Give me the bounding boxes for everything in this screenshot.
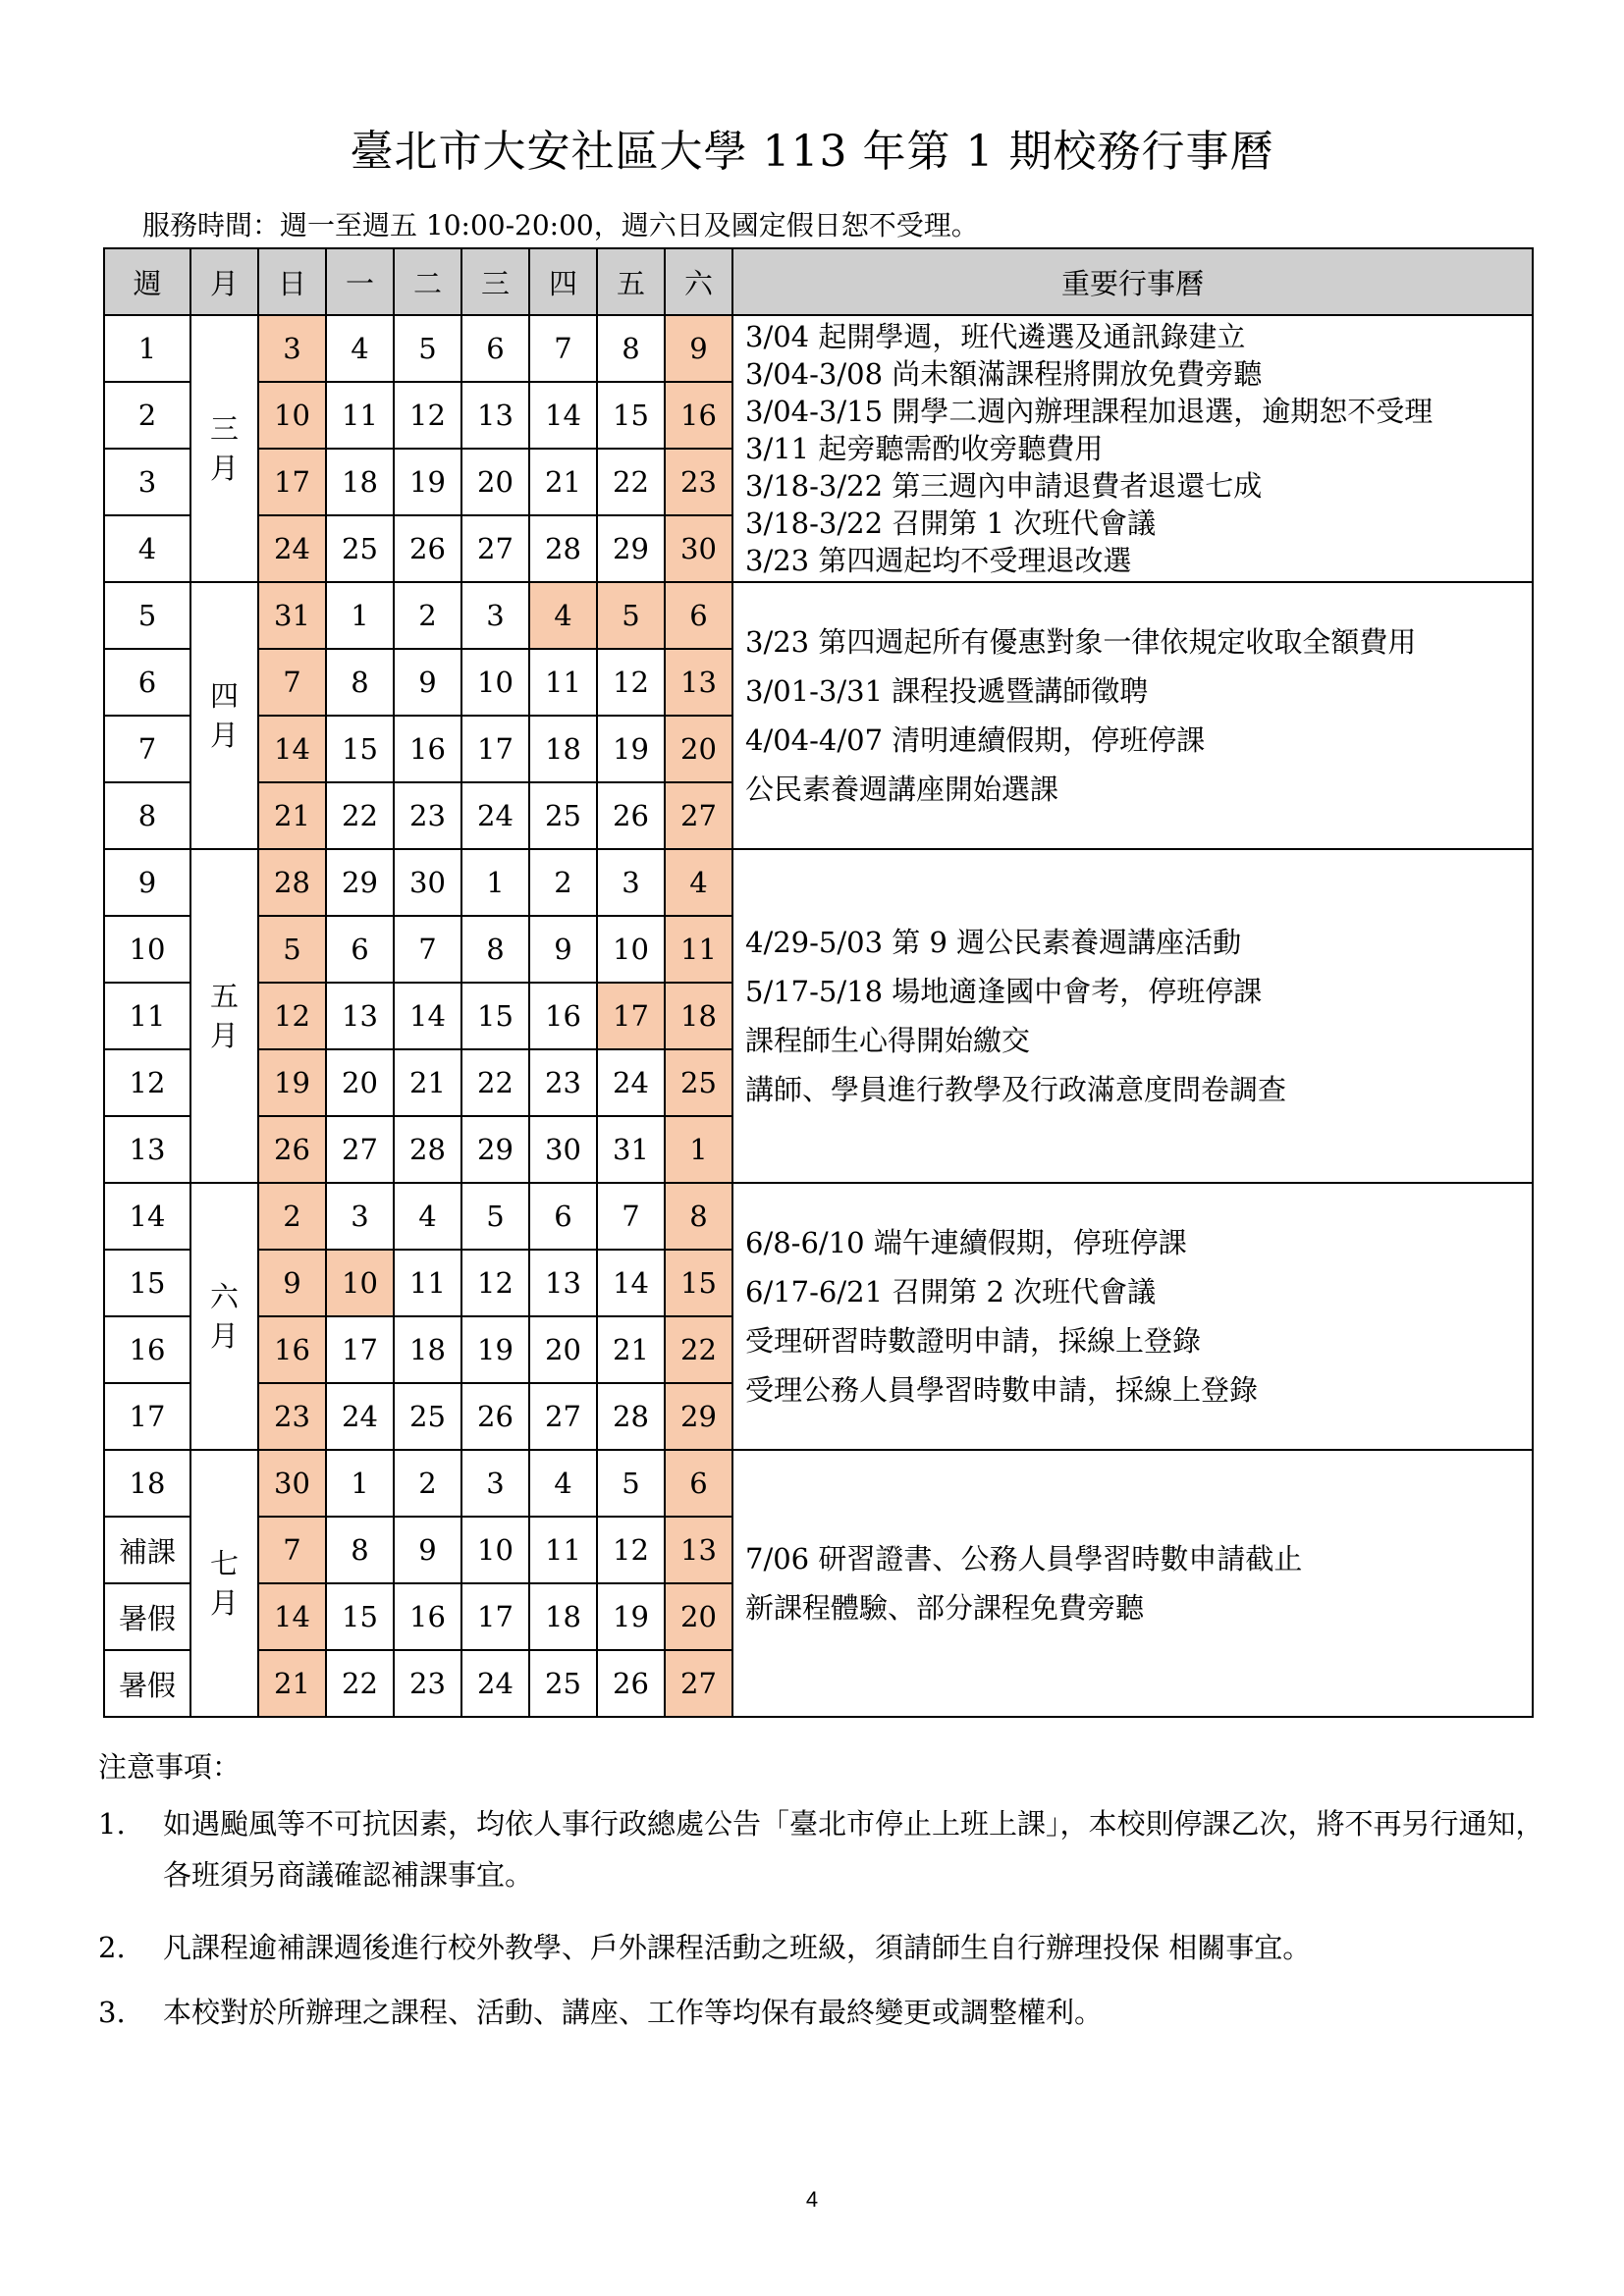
week-number: 16 xyxy=(104,1316,190,1383)
week-row xyxy=(104,1450,1533,1517)
day-cell: 23 xyxy=(529,1049,597,1116)
day-cell: 11 xyxy=(326,382,394,449)
week-number: 14 xyxy=(104,1183,190,1250)
day-cell: 31 xyxy=(258,582,326,649)
event-line: 3/04-3/08 尚未額滿課程將開放免費旁聽 xyxy=(745,357,1263,391)
page-title: 臺北市大安社區大學 113 年第 1 期校務行事曆 xyxy=(350,127,1274,177)
header-fri: 五 xyxy=(597,248,665,315)
day-cell: 11 xyxy=(665,916,732,983)
day-cell: 10 xyxy=(461,649,529,716)
day-cell: 1 xyxy=(326,1450,394,1517)
note-text: 凡課程逾補課週後進行校外教學、戶外課程活動之班級，須請師生自行辦理投保 相關事宜。 xyxy=(163,1931,1312,1964)
day-cell: 27 xyxy=(665,1650,732,1717)
day-cell: 8 xyxy=(326,649,394,716)
week-number: 11 xyxy=(104,983,190,1049)
week-number: 10 xyxy=(104,916,190,983)
day-cell: 16 xyxy=(394,1583,461,1650)
day-cell: 24 xyxy=(597,1049,665,1116)
event-line: 4/29-5/03 第 9 週公民素養週講座活動 xyxy=(745,926,1242,959)
event-line: 受理公務人員學習時數申請，採線上登錄 xyxy=(745,1373,1259,1407)
day-cell: 11 xyxy=(529,1517,597,1583)
day-cell: 28 xyxy=(529,515,597,582)
day-cell: 28 xyxy=(258,849,326,916)
event-line: 3/18-3/22 召開第 1 次班代會議 xyxy=(745,507,1157,540)
calendar-header-row xyxy=(104,248,1533,315)
day-cell: 14 xyxy=(529,382,597,449)
day-cell: 14 xyxy=(597,1250,665,1316)
day-cell: 17 xyxy=(326,1316,394,1383)
month-label xyxy=(190,1183,258,1450)
day-cell: 9 xyxy=(665,315,732,382)
day-cell: 14 xyxy=(394,983,461,1049)
day-cell: 18 xyxy=(529,716,597,782)
day-cell: 7 xyxy=(597,1183,665,1250)
week-row xyxy=(104,315,1533,382)
day-cell: 23 xyxy=(394,1650,461,1717)
day-cell: 4 xyxy=(326,315,394,382)
events-cell xyxy=(732,315,1533,582)
note-item xyxy=(98,1798,1551,1906)
day-cell: 26 xyxy=(258,1116,326,1183)
month-label xyxy=(190,582,258,849)
day-cell: 16 xyxy=(665,382,732,449)
day-cell: 17 xyxy=(258,449,326,515)
day-cell: 19 xyxy=(258,1049,326,1116)
week-number: 17 xyxy=(104,1383,190,1450)
week-number: 9 xyxy=(104,849,190,916)
day-cell: 9 xyxy=(394,649,461,716)
day-cell: 11 xyxy=(394,1250,461,1316)
day-cell: 22 xyxy=(326,1650,394,1717)
month-label-char: 四 xyxy=(209,679,239,713)
note-number: 1. xyxy=(98,1807,126,1841)
day-cell: 4 xyxy=(529,1450,597,1517)
day-cell: 24 xyxy=(461,1650,529,1717)
day-cell: 12 xyxy=(597,1517,665,1583)
week-number: 5 xyxy=(104,582,190,649)
day-cell: 15 xyxy=(326,716,394,782)
day-cell: 23 xyxy=(394,782,461,849)
month-label-char: 月 xyxy=(209,1019,239,1052)
day-cell: 18 xyxy=(665,983,732,1049)
day-cell: 20 xyxy=(326,1049,394,1116)
day-cell: 1 xyxy=(461,849,529,916)
day-cell: 4 xyxy=(665,849,732,916)
calendar-table xyxy=(103,247,1534,1718)
header-thu: 四 xyxy=(529,248,597,315)
day-cell: 20 xyxy=(665,1583,732,1650)
day-cell: 23 xyxy=(665,449,732,515)
day-cell: 4 xyxy=(529,582,597,649)
week-number: 13 xyxy=(104,1116,190,1183)
day-cell: 25 xyxy=(326,515,394,582)
event-line: 3/23 第四週起均不受理退改選 xyxy=(745,544,1132,577)
week-row xyxy=(104,582,1533,649)
events-cell xyxy=(732,1183,1533,1450)
day-cell: 30 xyxy=(394,849,461,916)
day-cell: 10 xyxy=(326,1250,394,1316)
month-label xyxy=(190,1450,258,1717)
day-cell: 22 xyxy=(326,782,394,849)
day-cell: 27 xyxy=(665,782,732,849)
month-label-char: 月 xyxy=(209,719,239,752)
day-cell: 21 xyxy=(258,1650,326,1717)
month-block xyxy=(104,315,1533,582)
day-cell: 9 xyxy=(529,916,597,983)
note-number: 2. xyxy=(98,1931,126,1964)
day-cell: 22 xyxy=(665,1316,732,1383)
day-cell: 2 xyxy=(394,582,461,649)
week-number: 暑假 xyxy=(104,1583,190,1650)
event-line: 新課程體驗、部分課程免費旁聽 xyxy=(745,1591,1145,1625)
day-cell: 29 xyxy=(326,849,394,916)
event-line: 公民素養週講座開始選課 xyxy=(745,773,1059,806)
event-line: 3/23 第四週起所有優惠對象一律依規定收取全額費用 xyxy=(745,625,1417,659)
day-cell: 25 xyxy=(529,782,597,849)
week-number: 暑假 xyxy=(104,1650,190,1717)
day-cell: 27 xyxy=(529,1383,597,1450)
week-number: 8 xyxy=(104,782,190,849)
week-number: 18 xyxy=(104,1450,190,1517)
day-cell: 24 xyxy=(461,782,529,849)
day-cell: 5 xyxy=(597,582,665,649)
day-cell: 28 xyxy=(597,1383,665,1450)
event-line: 3/04-3/15 開學二週內辦理課程加退選，逾期恕不受理 xyxy=(745,395,1434,428)
day-cell: 6 xyxy=(665,1450,732,1517)
day-cell: 3 xyxy=(258,315,326,382)
month-block xyxy=(104,1183,1533,1450)
day-cell: 23 xyxy=(258,1383,326,1450)
day-cell: 5 xyxy=(258,916,326,983)
day-cell: 22 xyxy=(597,449,665,515)
notes-title: 注意事項： xyxy=(98,1750,242,1784)
day-cell: 25 xyxy=(665,1049,732,1116)
day-cell: 6 xyxy=(326,916,394,983)
day-cell: 25 xyxy=(529,1650,597,1717)
service-hours-note: 服務時間：週一至週五 10:00-20:00，週六日及國定假日恕不受理。 xyxy=(142,209,979,241)
day-cell: 8 xyxy=(461,916,529,983)
day-cell: 28 xyxy=(394,1116,461,1183)
day-cell: 20 xyxy=(529,1316,597,1383)
events-cell xyxy=(732,582,1533,849)
event-line: 受理研習時數證明申請，採線上登錄 xyxy=(745,1324,1202,1358)
day-cell: 22 xyxy=(461,1049,529,1116)
day-cell: 26 xyxy=(597,1650,665,1717)
day-cell: 15 xyxy=(326,1583,394,1650)
day-cell: 29 xyxy=(665,1383,732,1450)
day-cell: 20 xyxy=(461,449,529,515)
day-cell: 24 xyxy=(258,515,326,582)
day-cell: 31 xyxy=(597,1116,665,1183)
week-number: 補課 xyxy=(104,1517,190,1583)
header-sat: 六 xyxy=(665,248,732,315)
day-cell: 19 xyxy=(597,716,665,782)
header-tue: 二 xyxy=(394,248,461,315)
events-cell xyxy=(732,1450,1533,1717)
header-week: 週 xyxy=(104,248,190,315)
day-cell: 14 xyxy=(258,716,326,782)
month-label-char: 月 xyxy=(209,452,239,485)
week-number: 7 xyxy=(104,716,190,782)
week-row xyxy=(104,849,1533,916)
day-cell: 27 xyxy=(326,1116,394,1183)
day-cell: 27 xyxy=(461,515,529,582)
day-cell: 14 xyxy=(258,1583,326,1650)
day-cell: 11 xyxy=(529,649,597,716)
day-cell: 8 xyxy=(597,315,665,382)
day-cell: 13 xyxy=(461,382,529,449)
day-cell: 8 xyxy=(665,1183,732,1250)
day-cell: 2 xyxy=(258,1183,326,1250)
day-cell: 13 xyxy=(665,1517,732,1583)
week-number: 6 xyxy=(104,649,190,716)
day-cell: 18 xyxy=(326,449,394,515)
day-cell: 21 xyxy=(394,1049,461,1116)
day-cell: 7 xyxy=(258,649,326,716)
month-label xyxy=(190,849,258,1183)
event-line: 7/06 研習證書、公務人員學習時數申請截止 xyxy=(745,1542,1303,1575)
note-text: 本校對於所辦理之課程、活動、講座、工作等均保有最終變更或調整權利。 xyxy=(163,1996,1104,2029)
header-sun: 日 xyxy=(258,248,326,315)
month-label-char: 三 xyxy=(209,412,239,446)
day-cell: 21 xyxy=(258,782,326,849)
day-cell: 15 xyxy=(597,382,665,449)
day-cell: 29 xyxy=(597,515,665,582)
event-line: 3/11 起旁聽需酌收旁聽費用 xyxy=(745,432,1104,465)
day-cell: 1 xyxy=(326,582,394,649)
day-cell: 9 xyxy=(394,1517,461,1583)
day-cell: 13 xyxy=(529,1250,597,1316)
day-cell: 10 xyxy=(461,1517,529,1583)
event-line: 5/17-5/18 場地適逢國中會考，停班停課 xyxy=(745,975,1263,1008)
day-cell: 19 xyxy=(597,1583,665,1650)
day-cell: 18 xyxy=(529,1583,597,1650)
day-cell: 16 xyxy=(394,716,461,782)
event-line: 6/17-6/21 召開第 2 次班代會議 xyxy=(745,1275,1157,1308)
month-block xyxy=(104,582,1533,849)
events-cell xyxy=(732,849,1533,1183)
note-number: 3. xyxy=(98,1996,126,2029)
week-number: 2 xyxy=(104,382,190,449)
day-cell: 26 xyxy=(461,1383,529,1450)
day-cell: 30 xyxy=(665,515,732,582)
day-cell: 5 xyxy=(597,1450,665,1517)
day-cell: 3 xyxy=(461,582,529,649)
day-cell: 12 xyxy=(461,1250,529,1316)
day-cell: 7 xyxy=(394,916,461,983)
day-cell: 16 xyxy=(258,1316,326,1383)
day-cell: 4 xyxy=(394,1183,461,1250)
day-cell: 1 xyxy=(665,1116,732,1183)
week-row xyxy=(104,1183,1533,1250)
week-number: 4 xyxy=(104,515,190,582)
day-cell: 29 xyxy=(461,1116,529,1183)
day-cell: 19 xyxy=(461,1316,529,1383)
event-line: 講師、學員進行教學及行政滿意度問卷調查 xyxy=(745,1073,1287,1106)
day-cell: 15 xyxy=(665,1250,732,1316)
event-line: 6/8-6/10 端午連續假期，停班停課 xyxy=(745,1226,1187,1259)
day-cell: 26 xyxy=(394,515,461,582)
day-cell: 20 xyxy=(665,716,732,782)
day-cell: 12 xyxy=(597,649,665,716)
month-label xyxy=(190,315,258,582)
event-line: 3/18-3/22 第三週內申請退費者退還七成 xyxy=(745,469,1263,503)
day-cell: 24 xyxy=(326,1383,394,1450)
day-cell: 13 xyxy=(326,983,394,1049)
day-cell: 8 xyxy=(326,1517,394,1583)
day-cell: 13 xyxy=(665,649,732,716)
day-cell: 15 xyxy=(461,983,529,1049)
day-cell: 6 xyxy=(665,582,732,649)
month-label-char: 月 xyxy=(209,1586,239,1620)
day-cell: 19 xyxy=(394,449,461,515)
event-line: 4/04-4/07 清明連續假期，停班停課 xyxy=(745,723,1206,757)
week-number: 15 xyxy=(104,1250,190,1316)
event-line: 3/01-3/31 課程投遞暨講師徵聘 xyxy=(745,674,1149,708)
day-cell: 2 xyxy=(529,849,597,916)
week-number: 12 xyxy=(104,1049,190,1116)
day-cell: 12 xyxy=(258,983,326,1049)
month-label-char: 六 xyxy=(209,1280,239,1313)
day-cell: 7 xyxy=(529,315,597,382)
day-cell: 5 xyxy=(394,315,461,382)
month-block xyxy=(104,849,1533,1183)
header-month: 月 xyxy=(190,248,258,315)
month-label-char: 七 xyxy=(209,1547,239,1580)
day-cell: 18 xyxy=(394,1316,461,1383)
day-cell: 17 xyxy=(597,983,665,1049)
header-wed: 三 xyxy=(461,248,529,315)
month-label-char: 五 xyxy=(209,980,239,1013)
event-line: 課程師生心得開始繳交 xyxy=(745,1024,1031,1057)
day-cell: 3 xyxy=(597,849,665,916)
day-cell: 7 xyxy=(258,1517,326,1583)
day-cell: 9 xyxy=(258,1250,326,1316)
note-text: 如遇颱風等不可抗因素，均依人事行政總處公告「臺北市停止上班上課」，本校則停課乙次，將不再另行通知，各班須另商議確認補課事宜。 xyxy=(163,1807,1544,1892)
month-block xyxy=(104,1450,1533,1717)
day-cell: 21 xyxy=(529,449,597,515)
event-line: 3/04 起開學週，班代遴選及通訊錄建立 xyxy=(745,320,1246,353)
day-cell: 25 xyxy=(394,1383,461,1450)
day-cell: 10 xyxy=(258,382,326,449)
week-number: 1 xyxy=(104,315,190,382)
day-cell: 10 xyxy=(597,916,665,983)
header-events: 重要行事曆 xyxy=(732,248,1533,315)
day-cell: 26 xyxy=(597,782,665,849)
month-label-char: 月 xyxy=(209,1319,239,1353)
day-cell: 30 xyxy=(258,1450,326,1517)
day-cell: 3 xyxy=(326,1183,394,1250)
day-cell: 5 xyxy=(461,1183,529,1250)
page-number: 4 xyxy=(805,2187,819,2212)
day-cell: 21 xyxy=(597,1316,665,1383)
day-cell: 2 xyxy=(394,1450,461,1517)
week-number: 3 xyxy=(104,449,190,515)
day-cell: 30 xyxy=(529,1116,597,1183)
day-cell: 17 xyxy=(461,1583,529,1650)
header-mon: 一 xyxy=(326,248,394,315)
day-cell: 17 xyxy=(461,716,529,782)
day-cell: 16 xyxy=(529,983,597,1049)
day-cell: 3 xyxy=(461,1450,529,1517)
day-cell: 6 xyxy=(529,1183,597,1250)
day-cell: 6 xyxy=(461,315,529,382)
day-cell: 12 xyxy=(394,382,461,449)
